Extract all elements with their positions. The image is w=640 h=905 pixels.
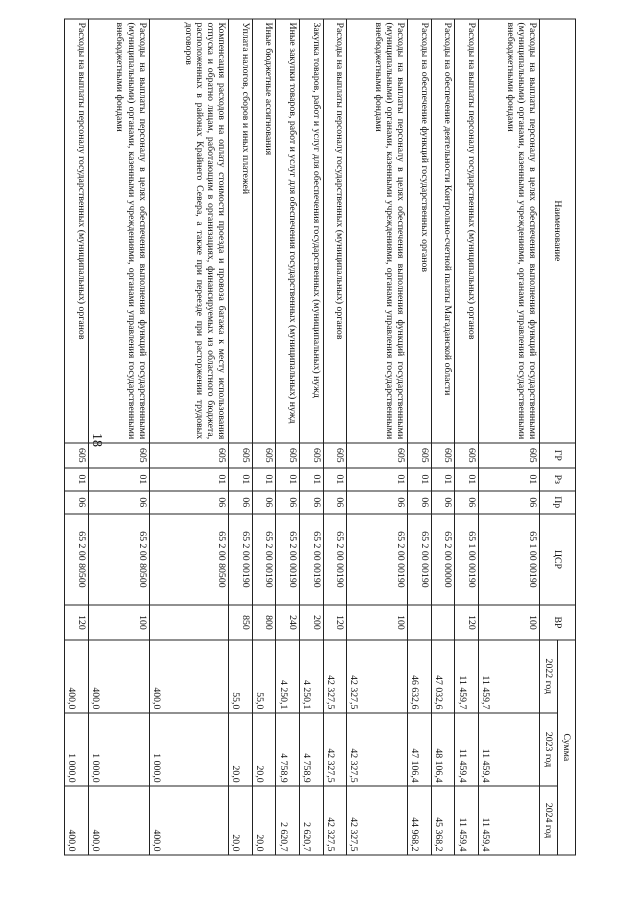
cell-name: Расходы на выплаты персоналу государственных (муниципальных) органов [455, 19, 479, 443]
cell-name: Компенсация расходов на оплату стоимости проезда и провоза багажа к месту использования отпуска и обратно лицам, работающим в организациях, финансируемых из областного бюджета, расположенных в районах Крайнего Севера, а также при переезде при расторжении трудовых договоров [149, 19, 229, 443]
cell-csr: 65 2 00 00190 [229, 514, 253, 606]
cell-pr: 06 [88, 491, 149, 514]
cell-y2023: 20,0 [252, 713, 276, 786]
cell-y2022: 47 032,6 [431, 640, 455, 713]
cell-vr: 200 [300, 605, 324, 639]
cell-vr: 120 [323, 605, 347, 639]
cell-y2024: 11 459,4 [479, 786, 540, 855]
cell-y2022: 11 459,7 [479, 640, 540, 713]
table-row [323, 19, 347, 855]
cell-csr: 65 2 00 00000 [431, 514, 455, 606]
cell-csr: 65 2 00 80500 [149, 514, 229, 606]
cell-rz: 01 [431, 468, 455, 491]
cell-y2023: 42 327,5 [323, 713, 347, 786]
table-row [88, 19, 149, 855]
cell-name: Расходы на выплаты персоналу государственных (муниципальных) органов [323, 19, 347, 443]
cell-pr: 06 [455, 491, 479, 514]
cell-y2023: 1 000,0 [88, 713, 149, 786]
cell-gr: 605 [300, 443, 324, 468]
table-row [347, 19, 408, 855]
cell-name: Иные закупки товаров, работ и услуг для обеспечения государственных (муниципальных) нужд [276, 19, 300, 443]
cell-pr: 06 [149, 491, 229, 514]
cell-rz: 01 [408, 468, 432, 491]
cell-y2023: 4 758,9 [276, 713, 300, 786]
cell-y2024: 400,0 [65, 786, 89, 855]
table-row [252, 19, 276, 855]
cell-y2024: 20,0 [252, 786, 276, 855]
header-vr: ВР [540, 605, 576, 639]
cell-y2024: 400,0 [88, 786, 149, 855]
header-csr: ЦСР [540, 514, 576, 606]
cell-rz: 01 [479, 468, 540, 491]
cell-gr: 605 [479, 443, 540, 468]
cell-y2023: 4 758,9 [300, 713, 324, 786]
cell-vr: 120 [65, 605, 89, 639]
cell-y2024: 20,0 [229, 786, 253, 855]
cell-pr: 06 [479, 491, 540, 514]
cell-vr: 850 [229, 605, 253, 639]
cell-csr: 65 2 00 00190 [276, 514, 300, 606]
cell-y2023: 20,0 [229, 713, 253, 786]
cell-y2022: 42 327,5 [323, 640, 347, 713]
cell-name: Иные бюджетные ассигнования [252, 19, 276, 443]
cell-rz: 01 [455, 468, 479, 491]
cell-y2023: 42 327,5 [347, 713, 408, 786]
cell-y2024: 42 327,5 [347, 786, 408, 855]
cell-y2022: 400,0 [65, 640, 89, 713]
cell-vr: 240 [276, 605, 300, 639]
cell-pr: 06 [65, 491, 89, 514]
cell-pr: 06 [431, 491, 455, 514]
cell-csr: 65 2 00 00190 [408, 514, 432, 606]
cell-gr: 605 [88, 443, 149, 468]
header-name: Наименование [540, 19, 576, 443]
cell-vr: 100 [479, 605, 540, 639]
cell-name: Расходы на выплаты персоналу в целях обеспечения выполнения функций государственными (муниципальными) органами, казенными учреждениями, органами управления государственными внебюджетными фондами [479, 19, 540, 443]
cell-y2023: 11 459,4 [479, 713, 540, 786]
cell-y2022: 4 250,1 [300, 640, 324, 713]
cell-gr: 605 [276, 443, 300, 468]
cell-csr: 65 2 00 80500 [65, 514, 89, 606]
cell-vr [431, 605, 455, 639]
cell-csr: 65 2 00 00190 [252, 514, 276, 606]
table-row [229, 19, 253, 855]
table-row [479, 19, 540, 855]
cell-pr: 06 [276, 491, 300, 514]
cell-vr: 800 [252, 605, 276, 639]
cell-pr: 06 [323, 491, 347, 514]
header-pr: Пр [540, 491, 576, 514]
cell-pr: 06 [347, 491, 408, 514]
cell-gr: 605 [323, 443, 347, 468]
cell-rz: 01 [252, 468, 276, 491]
cell-vr: 100 [347, 605, 408, 639]
cell-y2024: 2 620,7 [276, 786, 300, 855]
table-body [65, 19, 540, 855]
table-row [276, 19, 300, 855]
cell-pr: 06 [229, 491, 253, 514]
budget-table [64, 19, 576, 856]
cell-name: Расходы на обеспечение функций государственных органов [408, 19, 432, 443]
cell-y2024: 2 620,7 [300, 786, 324, 855]
cell-y2024: 44 968,2 [408, 786, 432, 855]
cell-name: Расходы на обеспечение деятельности Контрольно-счетной палаты Магаданской области [431, 19, 455, 443]
cell-vr [408, 605, 432, 639]
cell-gr: 605 [347, 443, 408, 468]
cell-y2022: 42 327,5 [347, 640, 408, 713]
cell-csr: 65 1 00 00190 [479, 514, 540, 606]
cell-y2024: 42 327,5 [323, 786, 347, 855]
header-rz: Рз [540, 468, 576, 491]
cell-pr: 06 [300, 491, 324, 514]
rotated-table-container [64, 19, 576, 856]
cell-gr: 605 [408, 443, 432, 468]
table-row [408, 19, 432, 855]
table-row [65, 19, 89, 855]
cell-gr: 605 [455, 443, 479, 468]
cell-pr: 06 [252, 491, 276, 514]
cell-y2022: 55,0 [252, 640, 276, 713]
cell-y2023: 1 000,0 [149, 713, 229, 786]
table-row [300, 19, 324, 855]
cell-pr: 06 [408, 491, 432, 514]
header-2023: 2023 год [540, 713, 558, 786]
cell-y2022: 400,0 [88, 640, 149, 713]
cell-name: Уплата налогов, сборов и иных платежей [229, 19, 253, 443]
cell-name: Расходы на выплаты персоналу государственных (муниципальных) органов [65, 19, 89, 443]
cell-name: Расходы на выплаты персоналу в целях обеспечения выполнения функций государственными (муниципальными) органами, казенными учреждениями, органами управления государственными внебюджетными фондами [347, 19, 408, 443]
cell-name: Закупка товаров, работ и услуг для обеспечения государственных (муниципальных) нужд [300, 19, 324, 443]
header-2024: 2024 год [540, 786, 558, 855]
cell-rz: 01 [300, 468, 324, 491]
cell-rz: 01 [323, 468, 347, 491]
cell-rz: 01 [347, 468, 408, 491]
cell-y2024: 11 459,4 [455, 786, 479, 855]
cell-gr: 605 [431, 443, 455, 468]
table-header [540, 19, 576, 855]
cell-y2023: 47 106,4 [408, 713, 432, 786]
cell-rz: 01 [149, 468, 229, 491]
cell-name: Расходы на выплаты персоналу в целях обеспечения выполнения функций государственными (муниципальными) органами, казенными учреждениями, органами управления государственными внебюджетными фондами [88, 19, 149, 443]
cell-y2022: 400,0 [149, 640, 229, 713]
header-gr: ГР [540, 443, 576, 468]
cell-gr: 605 [65, 443, 89, 468]
cell-csr: 65 2 00 00190 [323, 514, 347, 606]
cell-y2023: 11 459,4 [455, 713, 479, 786]
cell-csr: 65 2 00 80500 [88, 514, 149, 606]
cell-y2024: 400,0 [149, 786, 229, 855]
cell-vr [149, 605, 229, 639]
cell-y2023: 1 000,0 [65, 713, 89, 786]
cell-gr: 605 [229, 443, 253, 468]
cell-gr: 605 [149, 443, 229, 468]
cell-csr: 65 1 00 00190 [455, 514, 479, 606]
cell-csr: 65 2 00 00190 [347, 514, 408, 606]
header-sum: Сумма [558, 640, 576, 855]
cell-vr: 120 [455, 605, 479, 639]
table-row [149, 19, 229, 855]
table-row [431, 19, 455, 855]
cell-rz: 01 [229, 468, 253, 491]
header-2022: 2022 год [540, 640, 558, 713]
cell-csr: 65 2 00 00190 [300, 514, 324, 606]
table-row [455, 19, 479, 855]
cell-y2022: 55,0 [229, 640, 253, 713]
cell-vr: 100 [88, 605, 149, 639]
cell-y2022: 4 250,1 [276, 640, 300, 713]
cell-rz: 01 [88, 468, 149, 491]
cell-y2024: 45 368,2 [431, 786, 455, 855]
cell-y2022: 46 632,6 [408, 640, 432, 713]
cell-rz: 01 [276, 468, 300, 491]
cell-y2023: 48 106,4 [431, 713, 455, 786]
cell-y2022: 11 459,7 [455, 640, 479, 713]
cell-gr: 605 [252, 443, 276, 468]
page-number: 18 [89, 433, 104, 447]
cell-rz: 01 [65, 468, 89, 491]
